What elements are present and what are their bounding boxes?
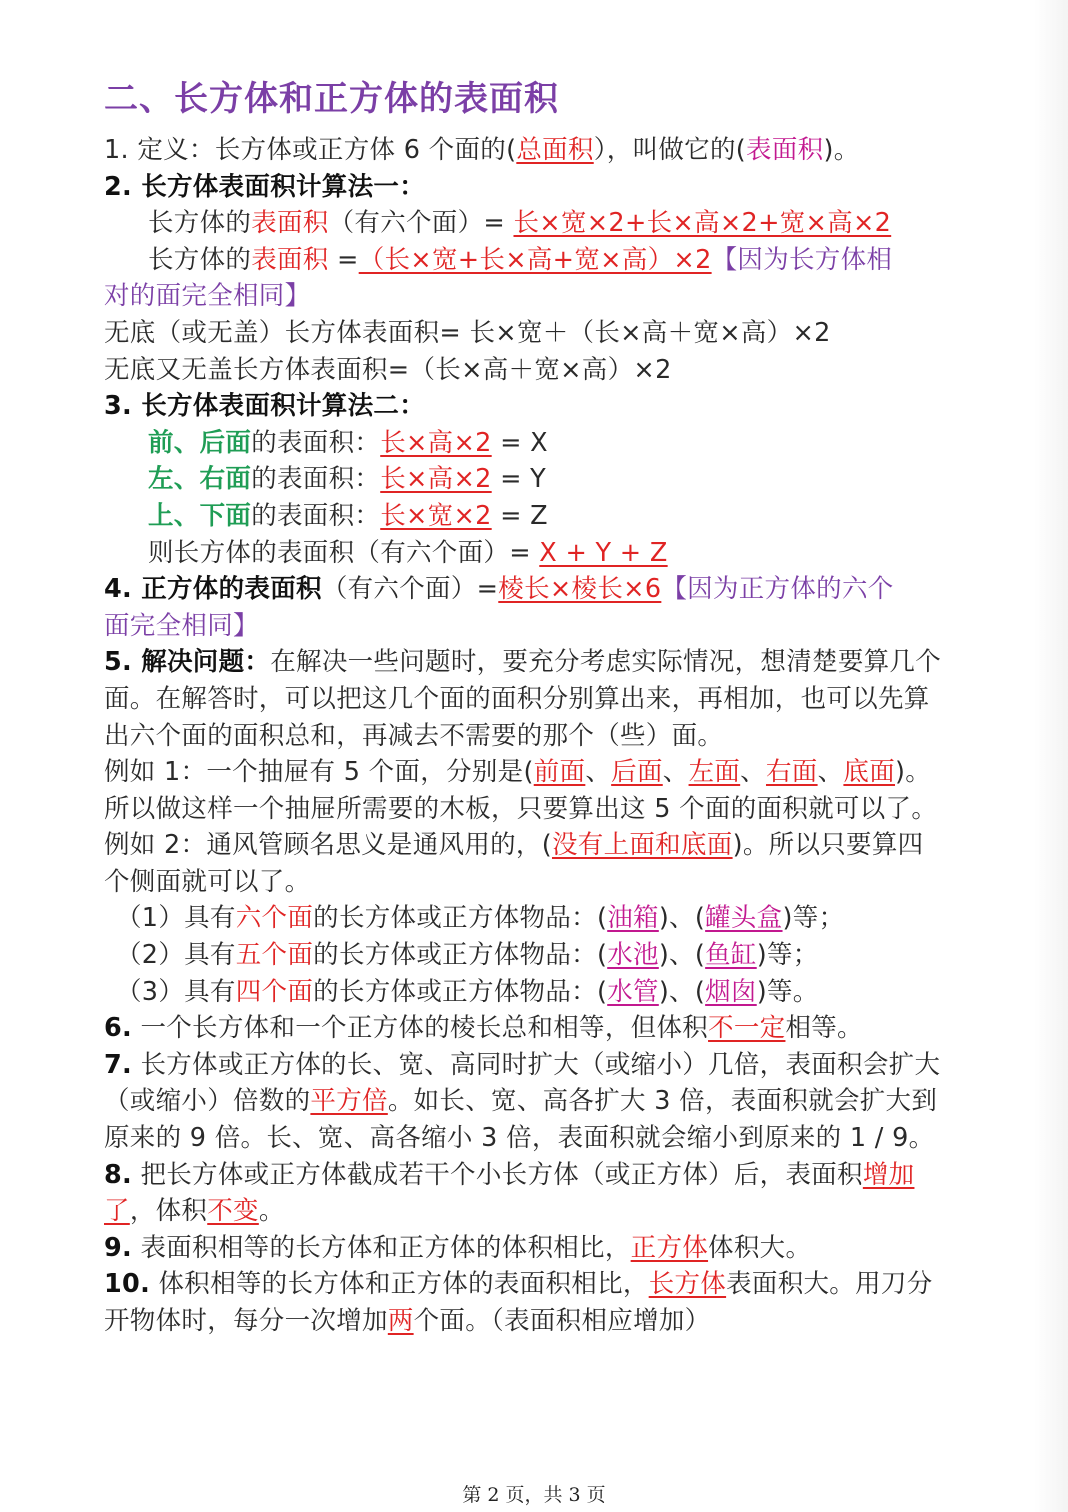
heading: 7. [104,1049,133,1080]
text: 例如 1：一个抽屉有 5 个面，分别是( [104,757,534,788]
text: （2）具有 [116,940,236,971]
page-number-footer: 第 2 页，共 3 页 [462,1484,606,1506]
page-edge-shadow [1034,0,1068,1512]
item-10 [104,1266,946,1339]
answer: 后面 [611,757,663,788]
list-item-four-faces [104,974,946,1011]
answer: 长方体 [648,1269,727,1300]
front-back-row [104,425,946,462]
text: 相等。 [785,1013,863,1044]
heading: 4. 正方体的表面积 [104,574,322,605]
item-6 [104,1010,946,1047]
answer: 烟囱 [705,976,757,1007]
answer: 罐头盒 [705,903,783,934]
list-item-six-faces [104,900,946,937]
sep: 、 [817,757,844,788]
answer: 平方倍 [310,1086,388,1117]
text: 的表面积： [251,427,381,458]
text: )等； [756,940,819,971]
section-title: 二、长方体和正方体的表面积 [104,79,559,119]
text: 的表面积： [251,500,381,531]
answer: 不一定 [708,1013,786,1044]
text: （有六个面）= [328,208,506,239]
text: 。如长、宽、高各扩大 3 倍，表面积就会扩大到原来的 9 倍。长、宽、高各缩小 3 倍，表面积就会缩小到原来的 1 / 9。 [104,1086,938,1154]
text: 的表面积： [251,464,381,495]
text: 长方体的 [148,208,252,239]
top-bottom-row [104,498,946,535]
heading: 8. [104,1159,133,1190]
text: )等。 [756,976,819,1007]
face-label: 上、下面 [148,500,252,531]
item-5 [104,644,946,754]
sep: 、 [662,757,689,788]
face-label: 前、后面 [148,427,252,458]
text: 表面积相等的长方体和正方体的体积相比， [140,1232,631,1263]
text: 体积大。 [708,1232,812,1263]
example-1 [104,754,946,827]
text: （有六个面）= [321,574,499,605]
formula: 长×高×2 [380,427,492,458]
note-continued: 对的面完全相同】 [104,281,311,312]
heading: 6. [104,1013,133,1044]
text: 个面。（表面积相应增加） [413,1306,711,1336]
formula: 长×宽×2 [380,500,492,531]
text: 例如 2：通风管顾名思义是通风用的，( [104,830,552,861]
text: 的长方体或正方体物品：( [313,903,608,934]
sep: 、 [740,757,766,788]
item-8 [104,1157,946,1230]
answer: 正方体 [630,1232,709,1263]
text: ），叫做它的( [593,135,747,165]
answer: 水管 [607,976,659,1007]
result: = Z [500,500,548,531]
answer: 水池 [607,940,659,971]
text: )。所以只要算四个侧面就可以了。 [104,830,924,897]
keyword-surface-area: 表面积 [251,244,329,275]
text: 把长方体或正方体截成若干个小长方体（或正方体）后，表面积 [140,1159,863,1190]
text: 体积相等的长方体和正方体的表面积相比， [158,1269,649,1300]
formula-line-1 [104,205,946,242]
text: 一个长方体和一个正方体的棱长总和相等，但体积 [140,1013,709,1044]
face-label: 左、右面 [148,464,252,495]
answer: 鱼缸 [705,940,757,971]
total-row [104,535,946,572]
answer: 左面 [688,757,741,788]
result: = X [500,427,548,458]
text: 长方体的 [148,244,252,275]
heading: 5. 解决问题： [104,647,271,678]
note: 【因为正方体的六个 [661,574,894,605]
count: 六个面 [235,903,314,934]
item-1-definition [104,132,946,169]
text: （1）具有 [116,903,236,934]
answer: 前面 [533,757,586,788]
count: 四个面 [235,976,314,1007]
answer-total-area: 总面积 [516,135,594,165]
text: 的长方体或正方体物品：( [313,976,608,1007]
result: = Y [500,464,547,495]
text: )、( [658,903,706,934]
list-item-five-faces [104,937,946,974]
formula: X + Y + Z [539,537,668,568]
answer: 右面 [765,757,818,788]
text: 的长方体或正方体物品：( [313,940,608,971]
text: )、( [658,940,706,971]
text: )。 [823,135,860,165]
text: 则长方体的表面积（有六个面）= [148,537,531,568]
left-right-row [104,461,946,498]
note-continued: 面完全相同】 [104,610,259,641]
example-2 [104,827,946,900]
answer: 两 [387,1306,414,1336]
item-4 [104,571,946,608]
item-2-heading: 2. 长方体表面积计算法一： [104,171,426,202]
text: )、( [658,976,706,1007]
no-bottom-formula: 无底（或无盖）长方体表面积= 长×宽＋（长×高＋宽×高）×2 [104,317,831,348]
count: 五个面 [235,940,314,971]
item-3-heading: 3. 长方体表面积计算法二： [104,391,426,422]
formula-line-2 [104,242,946,279]
answer: 底面 [843,757,896,788]
answer: 不变 [207,1196,259,1227]
item-9 [104,1230,946,1267]
content-area [104,72,946,1340]
text: ，体积 [129,1196,208,1227]
heading: 9. [104,1232,133,1263]
text: （3）具有 [116,976,236,1007]
answer: 没有上面和底面 [551,830,733,861]
item-7 [104,1047,946,1157]
text: 长方体或正方体的长、宽、高同时扩大（或缩小）几倍，表面积会扩大（或缩小）倍数的 [104,1049,941,1117]
answer: 增加了 [104,1159,915,1227]
text: = [337,244,359,275]
sep: 、 [585,757,612,788]
formula: （长×宽+长×高+宽×高）×2 [358,244,712,275]
formula: 棱长×棱长×6 [498,574,662,605]
no-bottom-no-top-formula: 无底又无盖长方体表面积=（长×高＋宽×高）×2 [104,354,672,385]
formula: 长×高×2 [380,464,492,495]
answer: 油箱 [607,903,659,934]
text: 表面积大。用刀分开物体时，每分一次增加 [104,1269,933,1336]
text: )。所以做这样一个抽屉所需要的木板，只要算出这 5 个面的面积就可以了。 [104,757,938,824]
paragraph: 在解决一些问题时，要充分考虑实际情况，想清楚要算几个面。在解答时，可以把这几个面的面积分别算出来，再相加，也可以先算出六个面的面积总和，再减去不需要的那个（些）面。 [104,647,942,751]
note: 【因为长方体相 [711,244,893,275]
heading: 10. [104,1269,151,1300]
answer-surface-area: 表面积 [746,135,824,165]
text: 1. 定义：长方体或正方体 6 个面的( [104,135,517,165]
keyword-surface-area: 表面积 [251,208,329,239]
text: )等； [782,903,845,934]
text: 。 [258,1196,285,1227]
formula: 长×宽×2+长×高×2+宽×高×2 [513,208,892,239]
